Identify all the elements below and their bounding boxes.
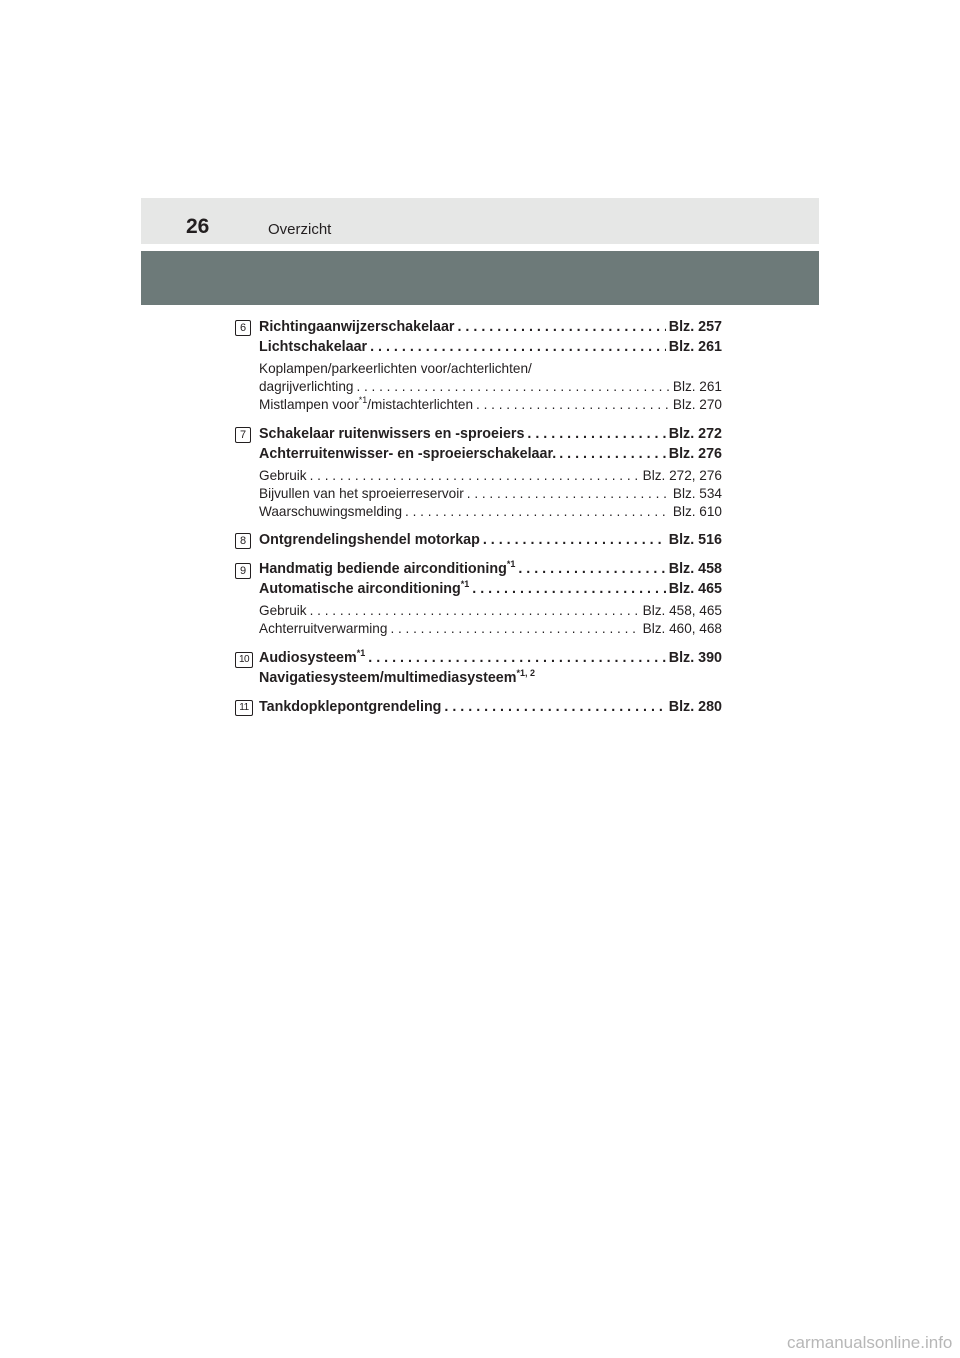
page-reference: Blz. 261: [668, 339, 722, 355]
page-reference: Blz. 458, 465: [642, 603, 722, 618]
entry-title-text: Navigatiesysteem/multimediasysteem: [259, 670, 517, 686]
page-reference: Blz. 516: [668, 532, 722, 548]
dot-leader: [518, 559, 665, 579]
toc-entry[interactable]: [259, 648, 722, 668]
toc-entry[interactable]: [259, 579, 722, 599]
entry-title-part: /mistachterlichten: [367, 397, 474, 412]
dot-leader: [472, 579, 665, 599]
entry-title-text: Automatische airconditioning: [259, 581, 461, 597]
page-reference: Blz. 270: [672, 397, 722, 412]
page-reference: Blz. 534: [672, 486, 722, 501]
page-reference: Blz. 460, 468: [642, 621, 722, 636]
toc-subentry[interactable]: [259, 620, 722, 638]
entry-title: [259, 396, 473, 414]
dot-leader: [356, 378, 669, 396]
toc-subentry-heading: Koplampen/parkeerlichten voor/achterlichten/: [259, 361, 532, 376]
dot-leader: [310, 602, 640, 620]
toc-entry[interactable]: [259, 338, 722, 356]
entry-title: Bijvullen van het sproeierreservoir: [259, 486, 464, 501]
toc-subentry[interactable]: [259, 602, 722, 620]
entry-title: Tankdopklepontgrendeling: [259, 699, 442, 715]
entry-title: Gebruik: [259, 603, 307, 618]
dot-leader: [310, 467, 640, 485]
entry-title: Gebruik: [259, 468, 307, 483]
toc-entry[interactable]: [259, 668, 722, 688]
page-reference: Blz. 610: [672, 504, 722, 519]
page-header: [141, 198, 819, 244]
entry-title: dagrijverlichting: [259, 379, 354, 394]
dot-leader: [368, 648, 666, 668]
page-reference: Blz. 390: [668, 650, 722, 666]
entry-title: Achterruitverwarming: [259, 621, 388, 636]
page-reference: Blz. 465: [668, 581, 722, 597]
toc-group-7: [235, 425, 722, 521]
toc-subentry[interactable]: [259, 467, 722, 485]
section-title: Overzicht: [268, 221, 332, 238]
footnote-mark: *1, 2: [516, 668, 535, 678]
dot-leader: [527, 425, 665, 443]
page-number: 26: [186, 215, 210, 238]
table-of-contents: [235, 318, 722, 716]
toc-subentry[interactable]: [259, 396, 722, 414]
toc-subentry[interactable]: [259, 503, 722, 521]
toc-group-6: [235, 318, 722, 414]
toc-group-9: [235, 559, 722, 638]
dot-leader: [483, 531, 666, 549]
entry-title-text: Handmatig bediende airconditioning: [259, 561, 507, 577]
page-reference: Blz. 280: [668, 699, 722, 715]
toc-subentry[interactable]: [259, 485, 722, 503]
toc-group-11: [235, 698, 722, 716]
footnote-mark: *1: [460, 579, 470, 589]
dot-leader: [476, 396, 670, 414]
entry-title: [259, 579, 469, 599]
dot-leader: [444, 698, 665, 716]
entry-title-text: Audiosysteem: [259, 650, 357, 666]
page-reference: Blz. 261: [672, 379, 722, 394]
entry-title: Lichtschakelaar: [259, 339, 368, 355]
page-reference: Blz. 257: [668, 319, 722, 335]
footnote-mark: *1: [356, 648, 366, 658]
toc-subentry[interactable]: [259, 378, 722, 396]
dot-leader: [370, 338, 666, 356]
dot-leader: [457, 318, 665, 336]
header-band: [141, 251, 819, 305]
entry-title-part: Mistlampen voor: [259, 397, 359, 412]
toc-entry[interactable]: [259, 559, 722, 579]
page-reference: Blz. 458: [668, 561, 722, 577]
page-reference: Blz. 276: [668, 446, 722, 462]
entry-title: Richtingaanwijzerschakelaar: [259, 319, 455, 335]
footnote-mark: *1: [506, 559, 516, 569]
page-reference: Blz. 272, 276: [642, 468, 722, 483]
toc-entry[interactable]: [259, 318, 722, 336]
item-marker-10: 10: [235, 652, 253, 668]
item-marker-11: 11: [235, 700, 253, 716]
entry-title: [259, 559, 515, 579]
entry-title: Achterruitenwisser- en -sproeierschakelaar.: [259, 446, 557, 462]
item-marker-8: 8: [235, 533, 251, 549]
entry-title: Waarschuwingsmelding: [259, 504, 403, 519]
item-marker-9: 9: [235, 563, 251, 579]
toc-group-8: [235, 531, 722, 549]
dot-leader: [390, 620, 639, 638]
page-reference: Blz. 272: [668, 426, 722, 442]
toc-entry[interactable]: [259, 445, 722, 463]
entry-title: Schakelaar ruitenwissers en -sproeiers: [259, 426, 525, 442]
footnote-mark: *1: [358, 395, 368, 405]
item-marker-6: 6: [235, 320, 251, 336]
entry-title: [259, 668, 535, 688]
site-watermark: carmanualsonline.info: [787, 1333, 953, 1352]
dot-leader: [405, 503, 670, 521]
toc-entry[interactable]: [259, 698, 722, 716]
toc-entry[interactable]: [259, 425, 722, 443]
entry-title: [259, 648, 365, 668]
entry-title: Ontgrendelingshendel motorkap: [259, 532, 480, 548]
toc-group-10: [235, 648, 722, 688]
item-marker-7: 7: [235, 427, 251, 443]
toc-entry[interactable]: [259, 531, 722, 549]
dot-leader: [559, 445, 666, 463]
dot-leader: [467, 485, 670, 503]
